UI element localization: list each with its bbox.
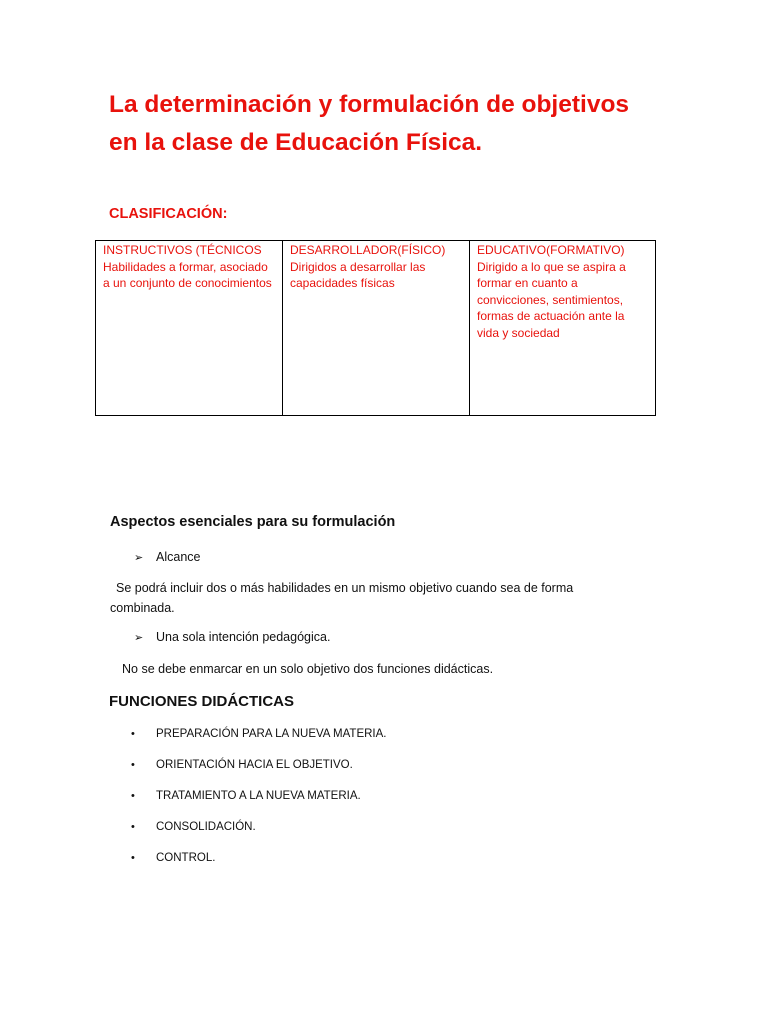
arrow-bullet-icon: ➢ [134,632,144,644]
list-item [131,821,387,852]
list-item-label: PREPARACIÓN PARA LA NUEVA MATERIA. [156,728,387,740]
list-item-label: CONSOLIDACIÓN. [156,821,256,833]
list-item [131,759,387,790]
bullet-icon: • [131,759,135,771]
list-item-label: ORIENTACIÓN HACIA EL OBJETIVO. [156,759,353,771]
aspects-heading: Aspectos esenciales para su formulación [110,514,396,530]
aspects-paragraph-1: Se podrá incluir dos o más habilidades en un mismo objetivo cuando sea de forma combinada. [110,581,574,615]
list-item-intencion [134,630,330,644]
list-item [131,728,387,759]
list-item [131,790,387,821]
table-cell-instructivos [96,241,283,416]
cell-text: Habilidades a formar, asociado a un conjunto de conocimientos [103,259,272,290]
page-title [109,86,709,162]
cell-heading: INSTRUCTIVOS (TÉCNICOS [103,243,262,257]
bullet-icon: • [131,821,135,833]
cell-text: Dirigido a lo que se aspira a formar en cuanto a convicciones, sentimientos, formas de actuación ante la vida y sociedad [477,259,626,340]
list-item-label: Alcance [156,550,201,564]
bullet-icon: • [131,728,135,740]
list-item-label: TRATAMIENTO A LA NUEVA MATERIA. [156,790,361,802]
cell-text: Dirigidos a desarrollar las capacidades físicas [290,259,426,290]
classification-table [95,240,656,416]
list-item-label: Una sola intención pedagógica. [156,630,331,644]
functions-list [131,728,387,883]
list-item-alcance [134,550,200,564]
table-row [96,241,656,416]
arrow-bullet-icon: ➢ [134,552,144,564]
table-cell-desarrollador [283,241,470,416]
functions-heading: FUNCIONES DIDÁCTICAS [109,693,295,710]
bullet-icon: • [131,852,135,864]
title-line-1: La determinación y formulación de objetivos [109,91,630,118]
list-item-label: CONTROL. [156,852,216,864]
cell-heading: EDUCATIVO(FORMATIVO) [477,243,625,257]
classification-label: CLASIFICACIÓN: [109,206,228,222]
cell-heading: DESARROLLADOR(FÍSICO) [290,243,446,257]
table-cell-educativo [470,241,656,416]
aspects-paragraph-2: No se debe enmarcar en un solo objetivo dos funciones didácticas. [122,662,494,676]
list-item [131,852,387,883]
title-line-2: en la clase de Educación Física. [109,129,483,156]
bullet-icon: • [131,790,135,802]
